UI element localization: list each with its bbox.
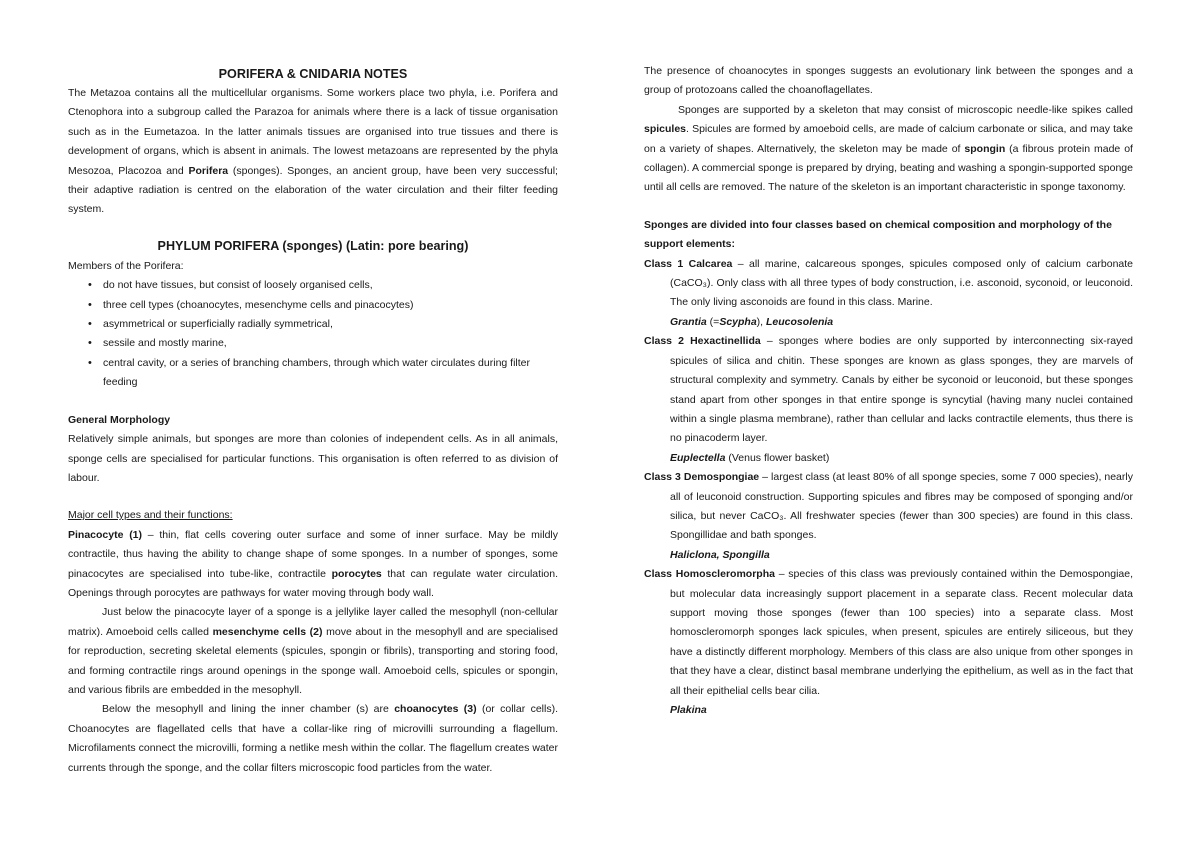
class3-examples: Haliclona, Spongilla [670,548,770,561]
class1-examples [644,313,1133,332]
skeleton-text-e: (a fibrous protein made of collagen). A commercial sponge is prepared by drying, beating and washing a spongin-supported sponge until all cells are removed. The nature of the skeleton is an important characteristic in sponge taxonomy. [644,142,1133,194]
class3-name: Class 3 Demospongiae [644,471,760,484]
mesenchyme-term: mesenchyme cells (2) [212,625,323,638]
class4-text: – species of this class was previously contained within the Demospongiae, but molecular data increasingly support placement in a separate class. Recent molecular data support moving those sponges (fewer than 100 species) into a separate class. Most homoscleromorph sponges lack spicules, when present, spicules are entirely siliceous, but they have a distinctly different morphology. Members of this class are also unique from other sponges in that they have a clear, distinct basal membrane underlying the epithelium, as well as in the fact that all their epithelial cells bear cilia. [670,568,1133,697]
list-item-text: three cell types (choanocytes, mesenchyme cells and pinacocytes) [103,298,414,311]
class1-example-b: (= [706,315,720,328]
class4-name: Class Homoscleromorpha [644,568,775,581]
presence-paragraph: The presence of choanocytes in sponges suggests an evolutionary link between the sponges and a group of protozoans called the choanoflagellates. [644,65,1133,97]
pinacocyte-paragraph [68,526,558,604]
class2-paragraph [644,332,1133,448]
mesenchyme-text-c: move about in the mesophyll and are specialised for reproduction, secreting skeletal elements (spicules, spongin or fibrils), transporting and storing food, and forming contractile rings around openings in the sponge wall. Amoeboid cells, spicules or spongin, and various fibrils are embedded in the mesophyll. [68,625,558,696]
intro-porifera-term: Porifera [188,164,229,177]
class2-text: – sponges where bodies are only supported by interconnecting six-rayed spicules of silica and chitin. These sponges are known as glass sponges, they are marvels of structural complexity and symmetry. Canals by either be syconoid or leuconoid, but these sponges stand apart from other sponges in that entire sponge is syncytial (having many nuclei contained within a single plasma membrane), rather than cellular and lacks contractile elements, thus there is no pinacoderm layer. [670,335,1133,445]
morphology-heading: General Morphology [68,413,171,426]
choanocyte-text-c: (or collar cells). Choanocytes are flagellated cells that have a collar-like ring of microvilli surrounding a flagellum. Microfilaments connect the microvilli, forming a netlike mesh within the collar. The flagellum creates water currents through the sponge, and the collar filters microscopic food particles from the water. [68,703,558,774]
document-title: PORIFERA & CNIDARIA NOTES [218,67,408,81]
class1-example-e: Leucosolenia [766,315,834,328]
class3-paragraph [644,468,1133,546]
bullet-icon: • [88,356,92,369]
class1-example-c: Scypha [719,315,757,328]
spicules-term: spicules [644,123,687,136]
intro-paragraph [68,84,558,220]
morphology-paragraph: Relatively simple animals, but sponges are more than colonies of independent cells. As in all animals, sponge cells are specialised for particular functions. This organisation is often referred to as division of labour. [68,433,558,484]
class1-example-a: Grantia [670,315,707,328]
class1-paragraph [644,255,1133,313]
skeleton-text-c: . Spicules are formed by amoeboid cells, are made of calcium carbonate or silica, and may take on a variety of shapes. Alternatively, the skeleton may be made of [644,123,1133,155]
class4-paragraph [644,565,1133,701]
class2-examples [644,449,1133,468]
list-item-text: asymmetrical or superficially radially symmetrical, [103,318,333,331]
bullet-icon: • [88,279,92,292]
choanocyte-term: choanocytes (3) [394,703,477,716]
mesenchyme-paragraph [68,603,558,700]
class3-text: – largest class (at least 80% of all sponge species, some 7 000 species), nearly all of leuconoid construction. Supporting spicules and fibres may be composed of sponging and/or silica, but never CaCO₃. All freshwater species (fewer than 300 species) are found in this class. Spongillidae and bath sponges. [670,471,1133,542]
choanocyte-text-a: Below the mesophyll and lining the inner chamber (s) are [102,703,395,716]
class4-examples: Plakina [670,704,707,716]
list-item-text: sessile and mostly marine, [103,337,227,350]
list-item [88,276,558,295]
phylum-heading: PHYLUM PORIFERA (sponges) (Latin: pore bearing) [157,238,469,253]
list-item [88,296,558,315]
spacer [644,198,1133,216]
bullet-icon: • [88,298,92,311]
spongin-term: spongin [964,142,1006,155]
classes-heading: Sponges are divided into four classes based on chemical composition and morphology of the support elements: [644,218,1112,251]
left-column [68,62,558,778]
list-item-text: central cavity, or a series of branching chambers, through which water circulates during filter feeding [103,356,530,389]
pinacocyte-term: Pinacocyte (1) [68,528,143,541]
skeleton-text-a: Sponges are supported by a skeleton that may consist of microscopic needle-like spikes called [678,103,1133,116]
class2-example-b: (Venus flower basket) [725,451,830,464]
mesenchyme-text-a: Just below the pinacocyte layer of a sponge is a jellylike layer called the mesophyll (non-cellular matrix). Amoeboid cells called [68,606,558,638]
list-item [88,315,558,334]
list-item [88,354,558,393]
class2-example-a: Euplectella [670,451,726,464]
members-intro: Members of the Porifera: [68,259,184,272]
intro-text-a: The Metazoa contains all the multicellular organisms. Some workers place two phyla, i.e. Porifera and Ctenophora into a subgroup called the Parazoa for animals where there is a lack of tissue organisation such as in the Eumetazoa. In the latter animals tissues are organised into true tissues and there is development of organs, which is absent in animals. The lowest metazoans are represented by the phyla Mesozoa, Placozoa and [68,87,558,177]
intro-text-c: (sponges). Sponges, an ancient group, have been very successful; their adaptive radiation is centred on the elaboration of the water circulation and their filter feeding system. [68,164,558,216]
bullet-icon: • [88,318,92,331]
members-list [68,276,558,392]
pinacocyte-text-a: – thin, flat cells covering outer surface and some of inner surface. May be mildly contractile, thus having the ability to change shape of some sponges. In a number of sponges, some pinacocytes are specialised into tube-like, contractile [68,528,558,580]
class2-name: Class 2 Hexactinellida [644,335,761,348]
cell-types-heading: Major cell types and their functions: [68,509,233,522]
class1-text: – all marine, calcareous sponges, spicules composed only of calcium carbonate (CaCO₃). Only class with all three types of body construction, i.e. asconoid, syconoid, or leuconoid. The only living asconoids are found in this class. Marine. [670,257,1133,309]
choanocyte-paragraph [68,700,558,778]
list-item [88,334,558,353]
porocytes-term: porocytes [331,567,382,580]
pinacocyte-text-c: that can regulate water circulation. Openings through porocytes are pathways for water moving through body wall. [68,567,558,599]
class1-name: Class 1 Calcarea [644,257,733,270]
list-item-text: do not have tissues, but consist of loosely organised cells, [103,279,373,292]
bullet-icon: • [88,337,92,350]
class1-example-d: ), [756,315,767,328]
right-column [644,62,1133,720]
skeleton-paragraph [644,101,1133,198]
